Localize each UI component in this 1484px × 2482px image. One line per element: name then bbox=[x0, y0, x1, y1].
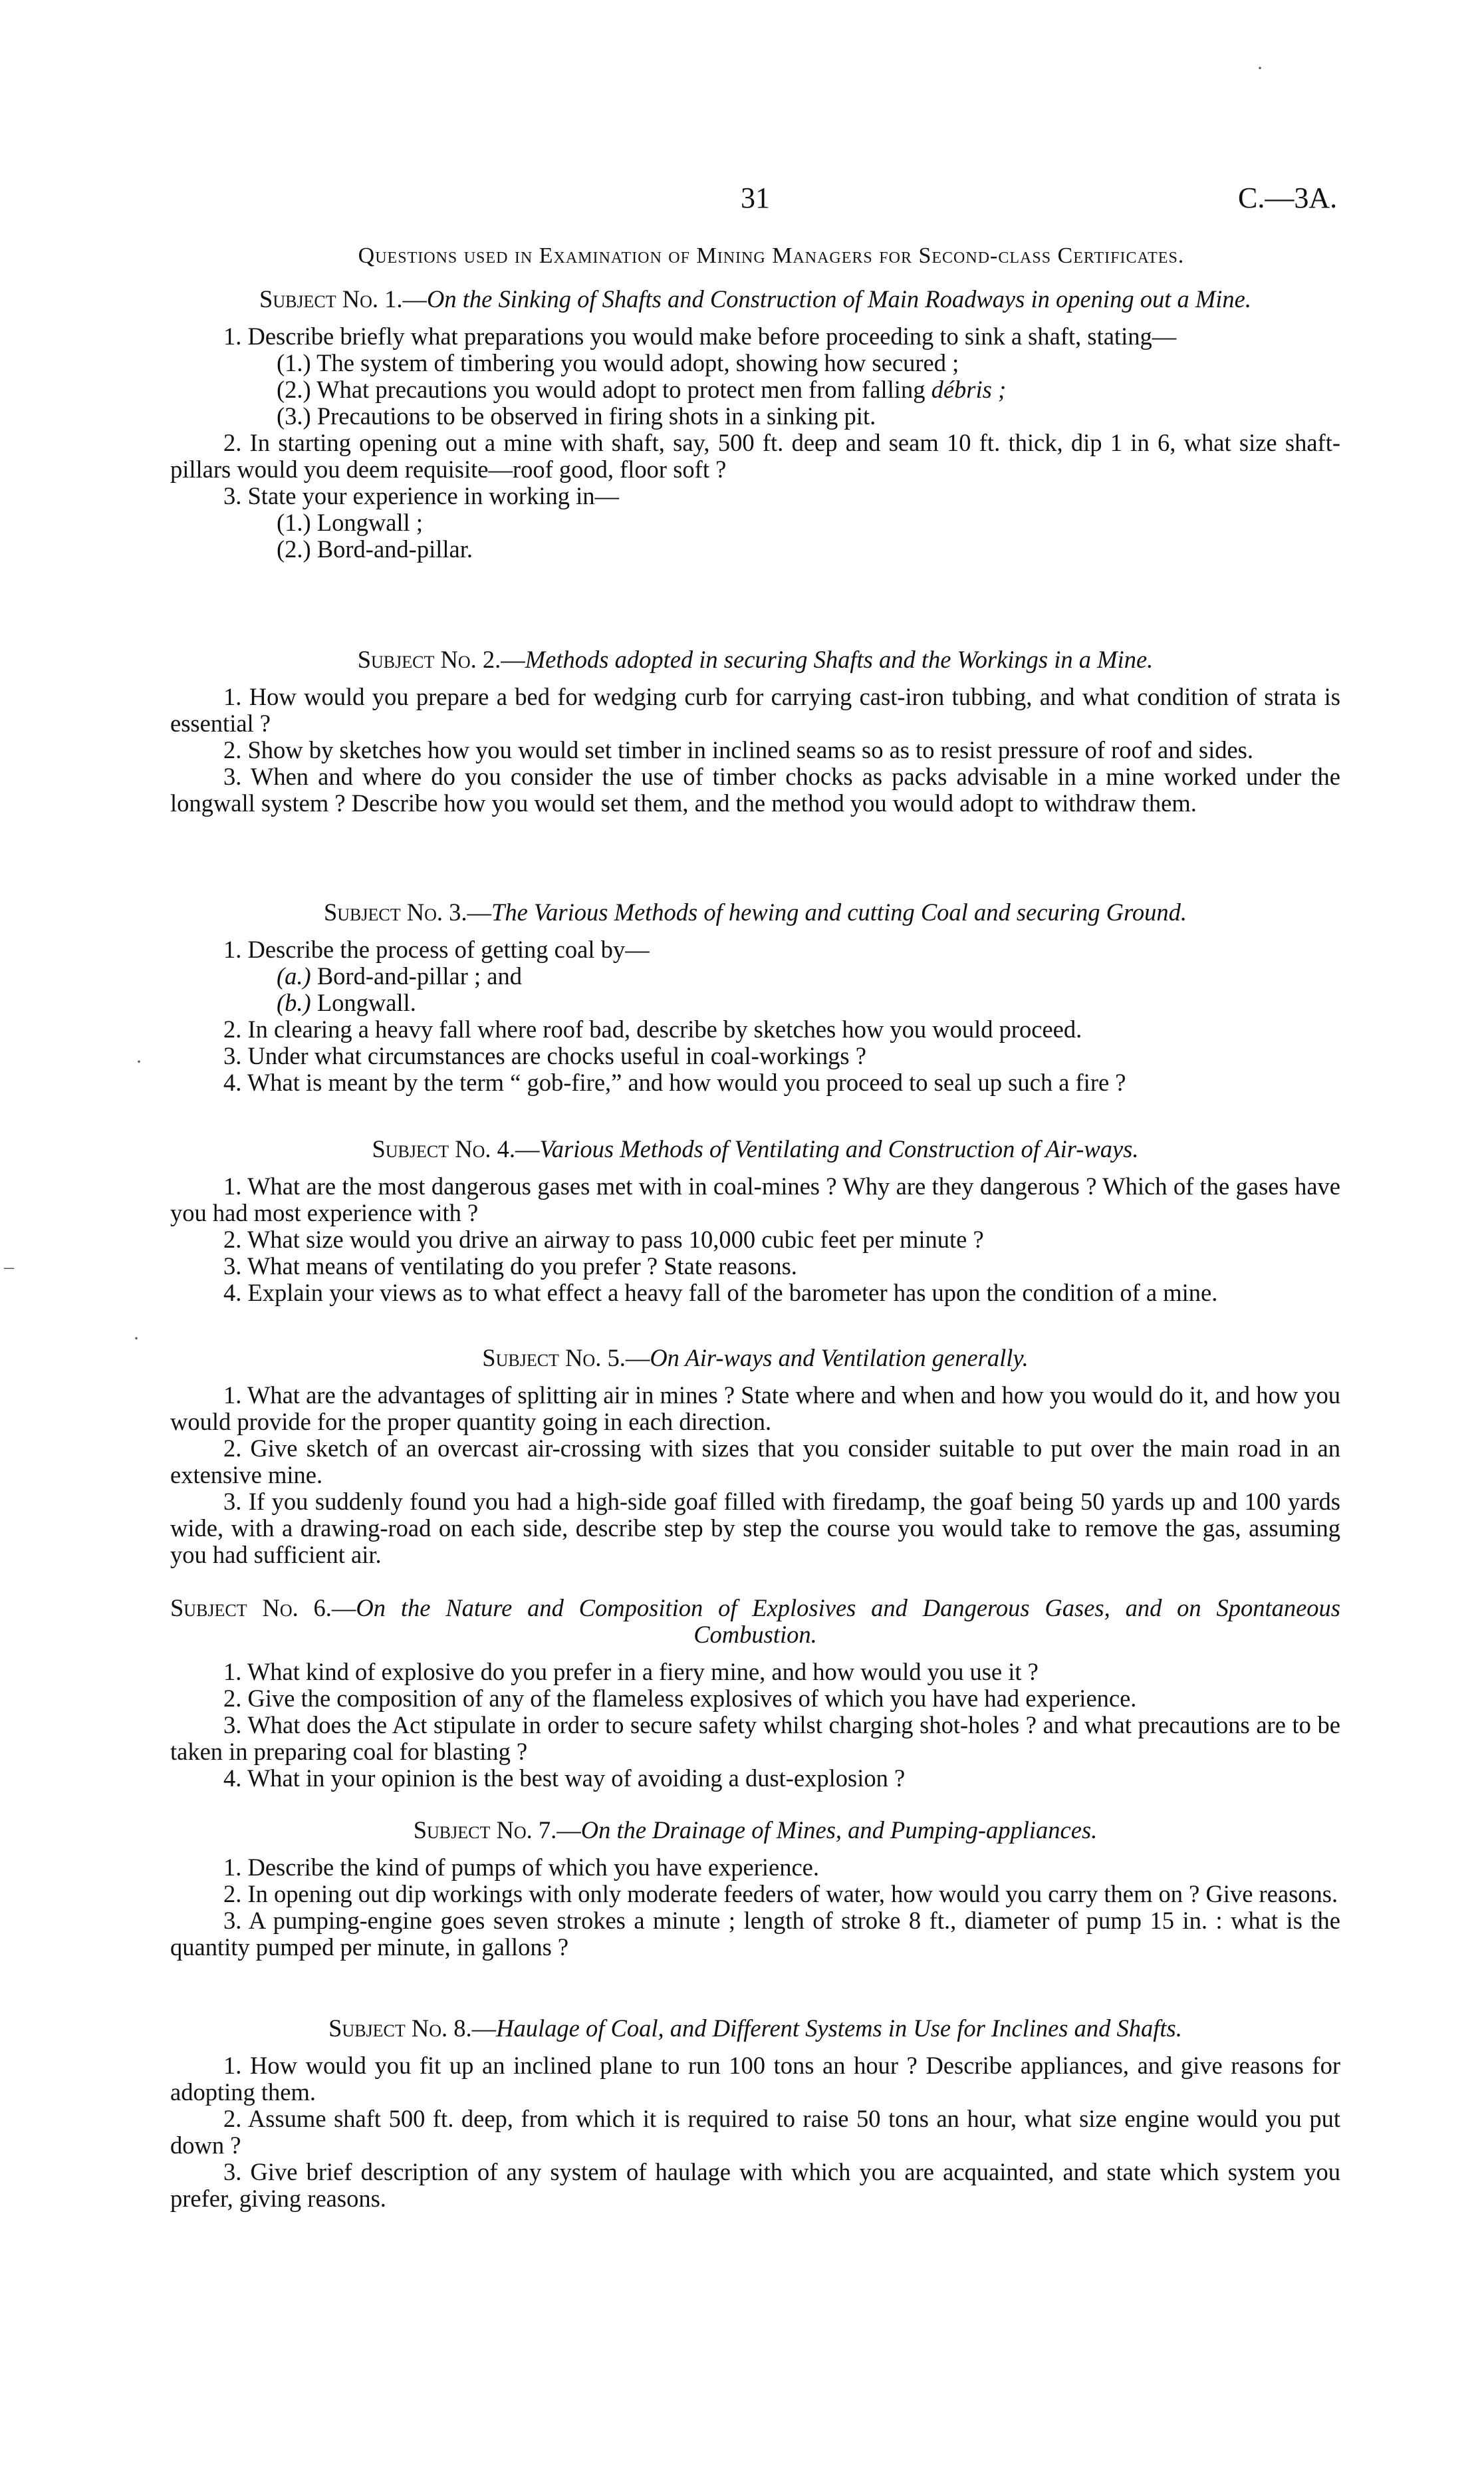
question: 2. In clearing a heavy fall where roof bad, describe by sketches how you would proceed. bbox=[223, 1016, 1082, 1043]
question: 1. How would you prepare a bed for wedging curb for carrying cast-iron tubbing, and what condition of strata is essential ? bbox=[170, 683, 1340, 737]
subject-heading: Subject No. 7.—On the Drainage of Mines, and Pumping-appliances. bbox=[413, 1816, 1098, 1844]
subject-heading: Subject No. 6.—On the Nature and Composition of Explosives and Dangerous Gases, and on Spontaneous Combustion. bbox=[170, 1594, 1340, 1648]
sub-item: (a.) Bord-and-pillar ; and bbox=[277, 962, 522, 990]
sub-item: (3.) Precautions to be observed in firing shots in a sinking pit. bbox=[277, 402, 876, 430]
question: 1. How would you fit up an inclined plane to run 100 tons an hour ? Describe appliances, and give reasons for adopting them. bbox=[170, 2052, 1340, 2106]
subject-heading: Subject No. 4.—Various Methods of Ventilating and Construction of Air-ways. bbox=[372, 1135, 1139, 1163]
subject-7-section bbox=[170, 1817, 1340, 1961]
subject-heading: Subject No. 5.—On Air-ways and Ventilation generally. bbox=[482, 1344, 1029, 1371]
question: 2. Give sketch of an overcast air-crossing with sizes that you consider suitable to put over the main road in an extensive mine. bbox=[170, 1435, 1340, 1488]
subject-heading: Subject No. 8.—Haulage of Coal, and Different Systems in Use for Inclines and Shafts. bbox=[328, 2014, 1182, 2042]
question: 3. When and where do you consider the use of timber chocks as packs advisable in a mine worked under the longwall system ? Describe how you would set them, and the method you would adopt to withdraw them. bbox=[170, 763, 1340, 817]
question: 2. Show by sketches how you would set timber in inclined seams so as to resist pressure of roof and sides. bbox=[223, 736, 1253, 763]
question: 3. What does the Act stipulate in order to secure safety whilst charging shot-holes ? and what precautions are to be taken in preparing coal for blasting ? bbox=[170, 1711, 1340, 1765]
subject-2-section bbox=[170, 646, 1340, 817]
question: 3. If you suddenly found you had a high-side goaf filled with firedamp, the goaf being 50 yards up and 100 yards wide, with a drawing-road on each side, describe step by step the course you would take to remove the gas, assuming you had sufficient air. bbox=[170, 1488, 1340, 1568]
subject-3-section bbox=[170, 899, 1340, 1096]
question: 1. What are the advantages of splitting air in mines ? State where and when and how you would do it, and how you would provide for the proper quantity going in each direction. bbox=[170, 1381, 1340, 1435]
question: 3. Give brief description of any system of haulage with which you are acquainted, and state which system you prefer, giving reasons. bbox=[170, 2158, 1340, 2212]
question: 2. In starting opening out a mine with shaft, say, 500 ft. deep and seam 10 ft. thick, dip 1 in 6, what size shaft-pillars would you deem requisite—roof good, floor soft ? bbox=[170, 429, 1340, 483]
scan-speck: · bbox=[133, 1327, 140, 1349]
sub-item: (1.) The system of timbering you would adopt, showing how secured ; bbox=[277, 349, 959, 376]
question: 3. A pumping-engine goes seven strokes a minute ; length of stroke 8 ft., diameter of pump 15 in. : what is the quantity pumped per minute, in gallons ? bbox=[170, 1907, 1340, 1961]
question: 3. Under what circumstances are chocks useful in coal-workings ? bbox=[223, 1042, 866, 1069]
subject-4-section bbox=[170, 1136, 1340, 1306]
subject-8-section bbox=[170, 2015, 1340, 2212]
subject-heading: Subject No. 2.—Methods adopted in securing Shafts and the Workings in a Mine. bbox=[357, 646, 1154, 673]
scan-speck: · bbox=[1257, 57, 1263, 79]
scan-mark: – bbox=[4, 1256, 14, 1278]
question: 1. What kind of explosive do you prefer in a fiery mine, and how would you use it ? bbox=[223, 1658, 1039, 1685]
subject-5-section bbox=[170, 1345, 1340, 1568]
question: 1. Describe briefly what preparations you would make before proceeding to sink a shaft, stating— bbox=[223, 323, 1177, 350]
document-reference: C.—3A. bbox=[1238, 182, 1338, 214]
sub-item: (1.) Longwall ; bbox=[277, 509, 423, 536]
sub-item: (2.) What precautions you would adopt to protect men from falling débris ; bbox=[277, 376, 1007, 403]
scan-speck: · bbox=[136, 1051, 142, 1073]
subject-heading: Subject No. 3.—The Various Methods of hewing and cutting Coal and securing Ground. bbox=[323, 898, 1187, 926]
subject-1-section bbox=[170, 286, 1340, 563]
subject-6-section bbox=[170, 1595, 1340, 1792]
question: 4. What is meant by the term “ gob-fire,” and how would you proceed to seal up such a fire ? bbox=[223, 1069, 1126, 1096]
sub-item: (2.) Bord-and-pillar. bbox=[277, 535, 473, 563]
page-number: 31 bbox=[741, 182, 770, 214]
question: 4. Explain your views as to what effect a heavy fall of the barometer has upon the condition of a mine. bbox=[223, 1279, 1218, 1306]
question: 3. State your experience in working in— bbox=[223, 482, 619, 509]
page-title: Questions used in Examination of Mining Managers for Second-class Certificates. bbox=[358, 243, 1185, 268]
question: 1. Describe the process of getting coal by— bbox=[223, 936, 650, 963]
sub-item: (b.) Longwall. bbox=[277, 989, 416, 1016]
question: 2. Give the composition of any of the flameless explosives of which you have had experience. bbox=[223, 1685, 1137, 1712]
question: 2. What size would you drive an airway to pass 10,000 cubic feet per minute ? bbox=[223, 1226, 984, 1253]
question: 1. What are the most dangerous gases met with in coal-mines ? Why are they dangerous ? Which of the gases have you had most experience with ? bbox=[170, 1172, 1340, 1226]
subject-heading: Subject No. 1.—On the Sinking of Shafts and Construction of Main Roadways in opening out a Mine. bbox=[259, 285, 1251, 313]
question: 4. What in your opinion is the best way of avoiding a dust-explosion ? bbox=[223, 1764, 906, 1792]
question: 2. Assume shaft 500 ft. deep, from which it is required to raise 50 tons an hour, what size engine would you put down ? bbox=[170, 2105, 1340, 2159]
question: 3. What means of ventilating do you prefer ? State reasons. bbox=[223, 1252, 797, 1280]
question: 2. In opening out dip workings with only moderate feeders of water, how would you carry them on ? Give reasons. bbox=[223, 1880, 1338, 1907]
question: 1. Describe the kind of pumps of which you have experience. bbox=[223, 1854, 819, 1881]
